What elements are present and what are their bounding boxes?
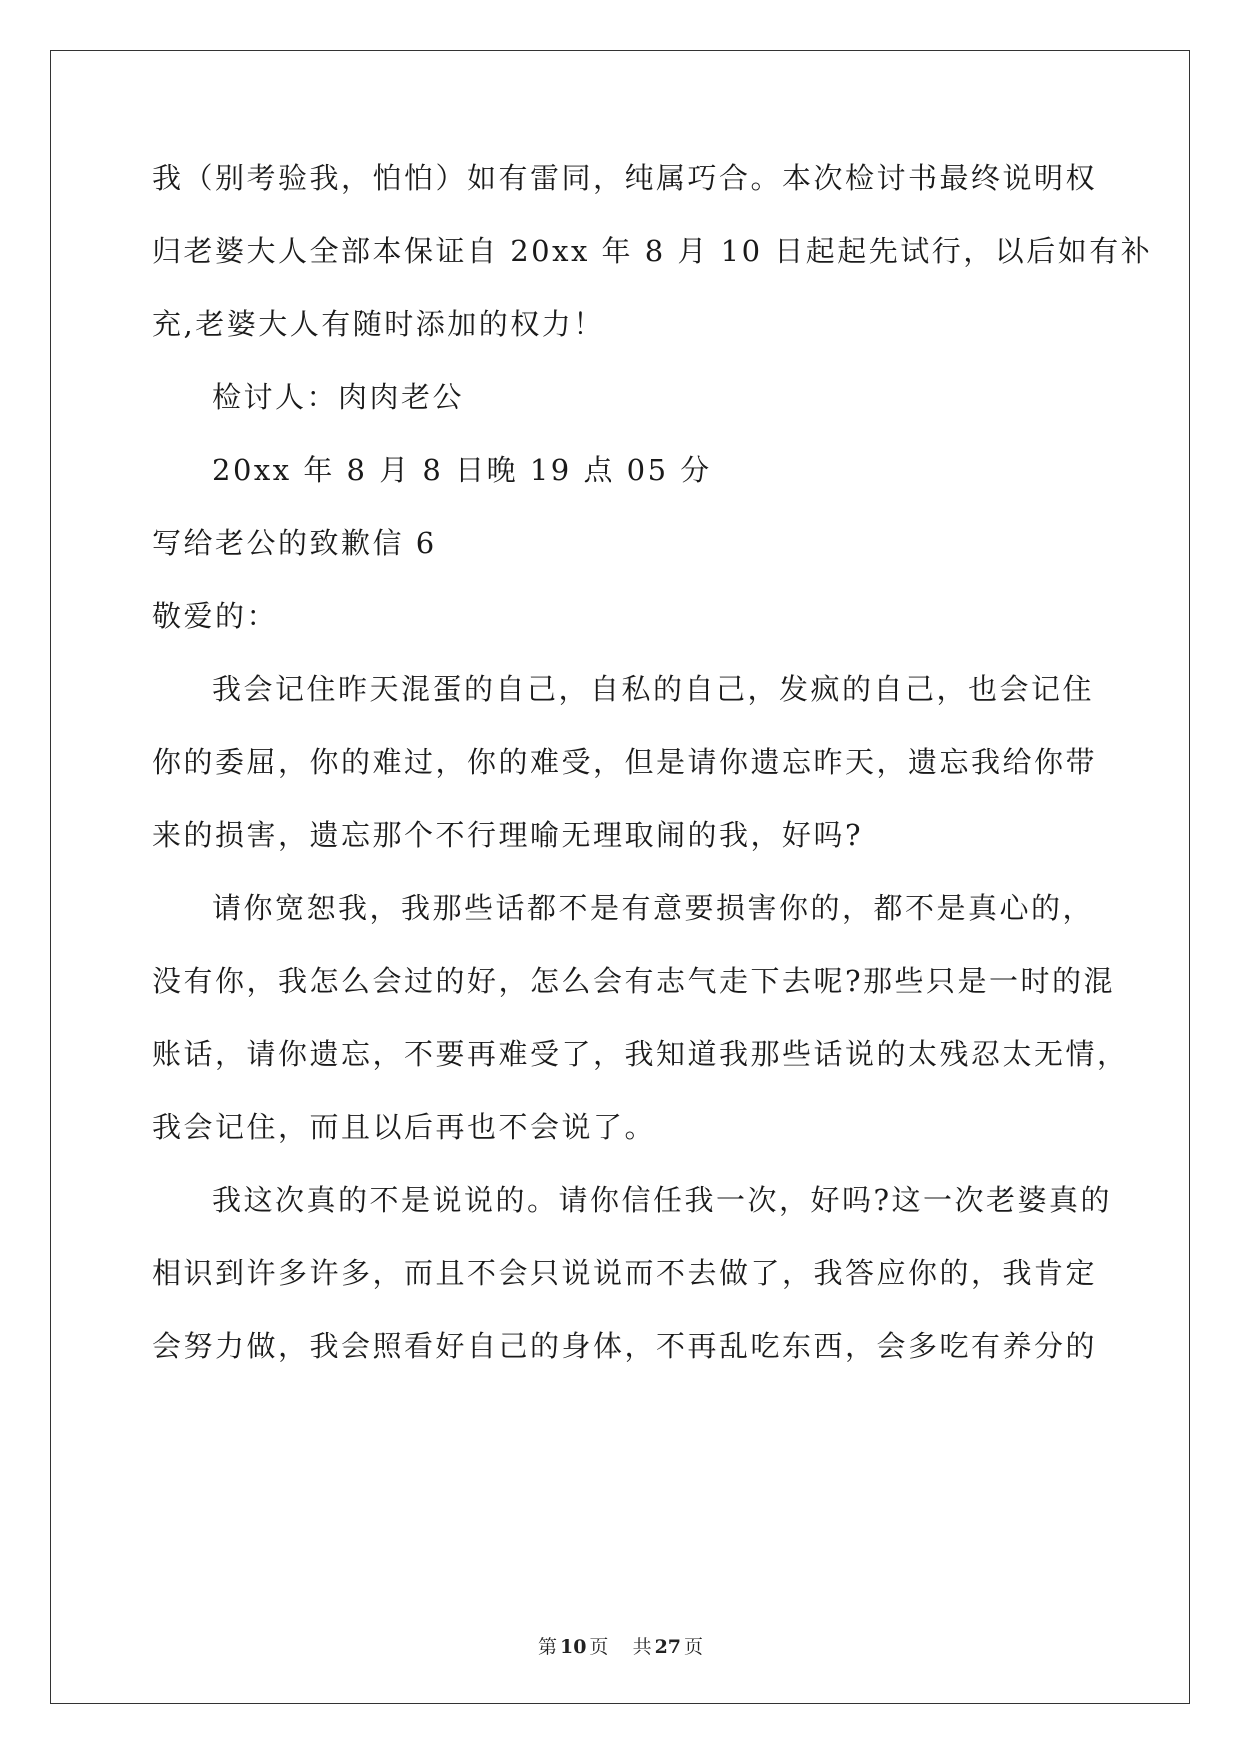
text-line: 归老婆大人全部本保证自 20xx 年 8 月 10 日起起先试行，以后如有补 [152, 234, 1153, 268]
text-line: 我会记住，而且以后再也不会说了。 [152, 1110, 657, 1144]
current-page-number: 10 [559, 1636, 587, 1658]
footer-page-word: 页 [589, 1636, 609, 1658]
signature-line: 检讨人：肉肉老公 [212, 380, 465, 414]
page-footer [0, 1632, 1241, 1659]
footer-total-prefix: 共 [632, 1636, 652, 1658]
text-line: 我会记住昨天混蛋的自己，自私的自己，发疯的自己，也会记住 [212, 672, 1095, 706]
footer-prefix: 第 [537, 1636, 557, 1658]
date-line: 20xx 年 8 月 8 日晚 19 点 05 分 [212, 453, 712, 487]
text-line: 我（别考验我，怕怕）如有雷同，纯属巧合。本次检讨书最终说明权 [152, 161, 1098, 195]
text-line: 请你宽恕我，我那些话都不是有意要损害你的，都不是真心的， [212, 891, 1095, 925]
salutation: 敬爱的： [152, 599, 279, 633]
text-line: 账话，请你遗忘，不要再难受了，我知道我那些话说的太残忍太无情， [152, 1037, 1129, 1071]
total-page-count: 27 [654, 1636, 682, 1658]
text-line: 会努力做，我会照看好自己的身体，不再乱吃东西，会多吃有养分的 [152, 1329, 1098, 1363]
footer-total-suffix: 页 [684, 1636, 704, 1658]
text-line: 来的损害，遗忘那个不行理喻无理取闹的我，好吗? [152, 818, 864, 852]
page-border [50, 50, 1190, 1704]
text-line: 相识到许多许多，而且不会只说说而不去做了，我答应你的，我肯定 [152, 1256, 1098, 1290]
text-line: 我这次真的不是说说的。请你信任我一次，好吗?这一次老婆真的 [212, 1183, 1113, 1217]
section-heading: 写给老公的致歉信 6 [152, 526, 437, 560]
text-line: 没有你，我怎么会过的好，怎么会有志气走下去呢?那些只是一时的混 [152, 964, 1116, 998]
text-line: 充,老婆大人有随时添加的权力！ [152, 307, 605, 341]
text-line: 你的委屈，你的难过，你的难受，但是请你遗忘昨天，遗忘我给你带 [152, 745, 1098, 779]
